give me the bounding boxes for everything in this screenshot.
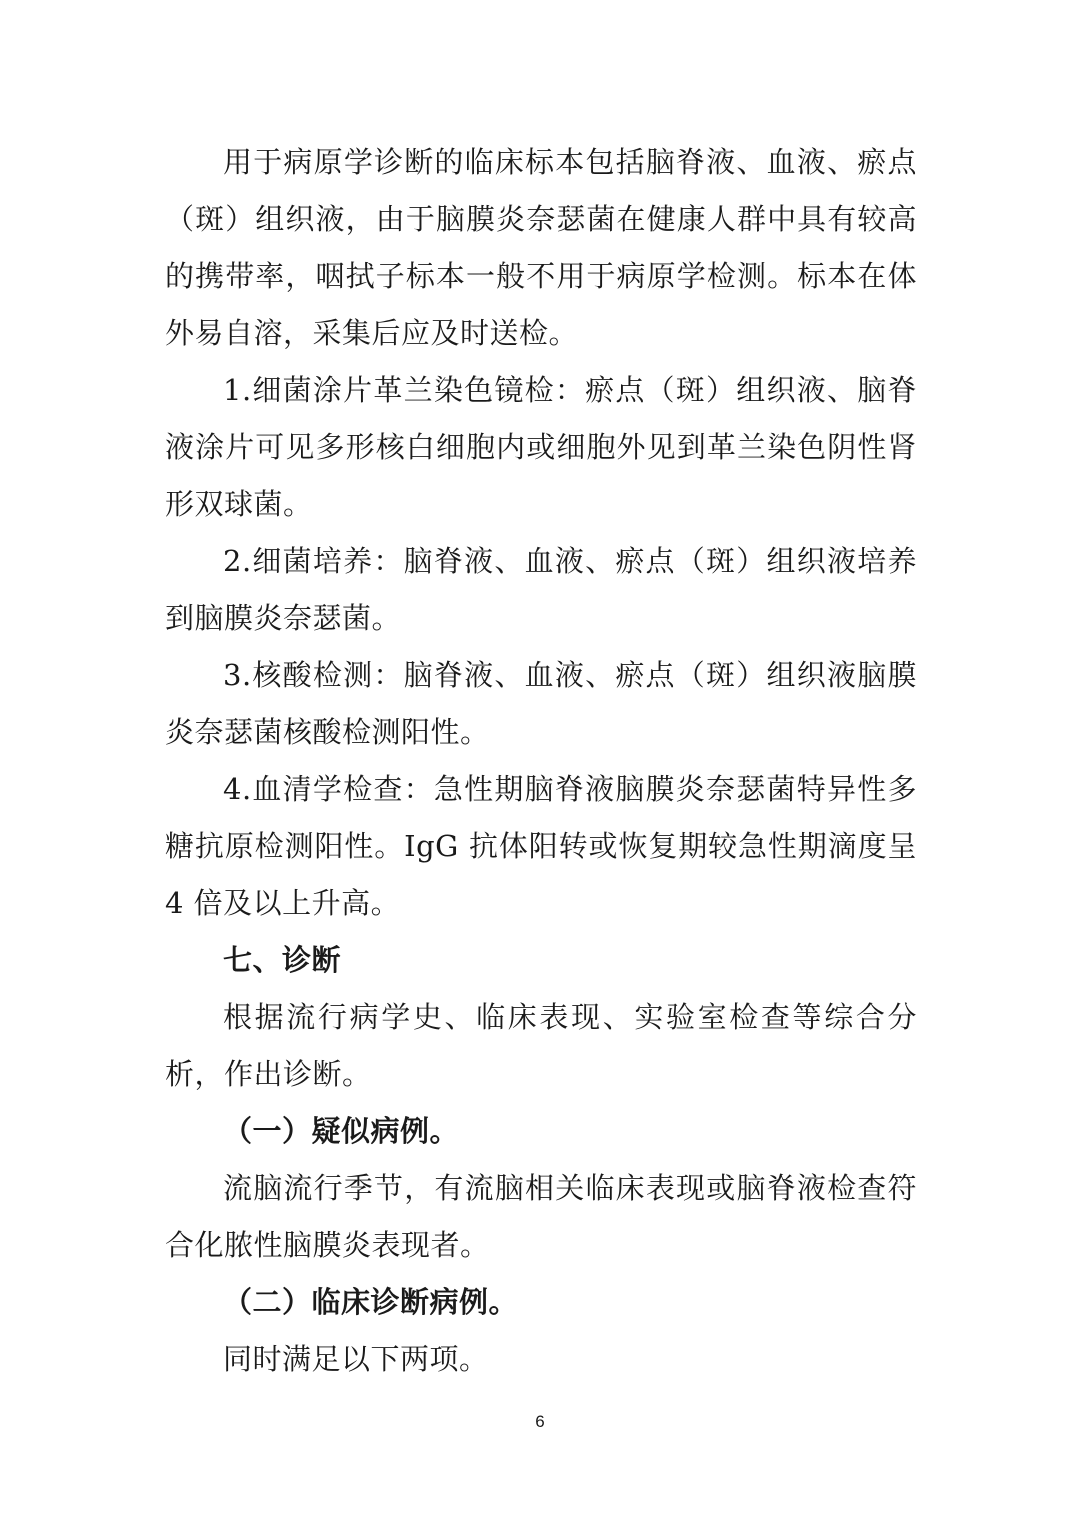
paragraph-gram-stain: 1.细菌涂片革兰染色镜检：瘀点（斑）组织液、脑脊液涂片可见多形核白细胞内或细胞外见到革兰染色阴性肾形双球菌。 [165, 373, 917, 521]
paragraph-culture: 2.细菌培养：脑脊液、血液、瘀点（斑）组织液培养到脑膜炎奈瑟菌。 [165, 544, 917, 635]
paragraph-specimens: 用于病原学诊断的临床标本包括脑脊液、血液、瘀点（斑）组织液，由于脑膜炎奈瑟菌在健康人群中具有较高的携带率，咽拭子标本一般不用于病原学检测。标本在体外易自溶，采集后应及时送检。 [165, 145, 917, 350]
subsection-heading-suspected: （一）疑似病例。 [223, 1114, 460, 1148]
page-number: 6 [535, 1412, 545, 1431]
paragraph-serology: 4.血清学检查：急性期脑脊液脑膜炎奈瑟菌特异性多糖抗原检测阳性。IgG 抗体阳转或恢复期较急性期滴度呈 4 倍及以上升高。 [165, 772, 917, 920]
paragraph-clinical-case: 同时满足以下两项。 [223, 1342, 489, 1376]
document-body [165, 134, 917, 1388]
subsection-heading-clinical: （二）临床诊断病例。 [223, 1285, 519, 1319]
section-heading-diagnosis: 七、诊断 [223, 943, 342, 977]
paragraph-suspected-case: 流脑流行季节，有流脑相关临床表现或脑脊液检查符合化脓性脑膜炎表现者。 [165, 1171, 917, 1262]
paragraph-nucleic-acid: 3.核酸检测：脑脊液、血液、瘀点（斑）组织液脑膜炎奈瑟菌核酸检测阳性。 [165, 658, 917, 749]
paragraph-diagnosis-intro: 根据流行病学史、临床表现、实验室检查等综合分析，作出诊断。 [165, 1000, 917, 1091]
